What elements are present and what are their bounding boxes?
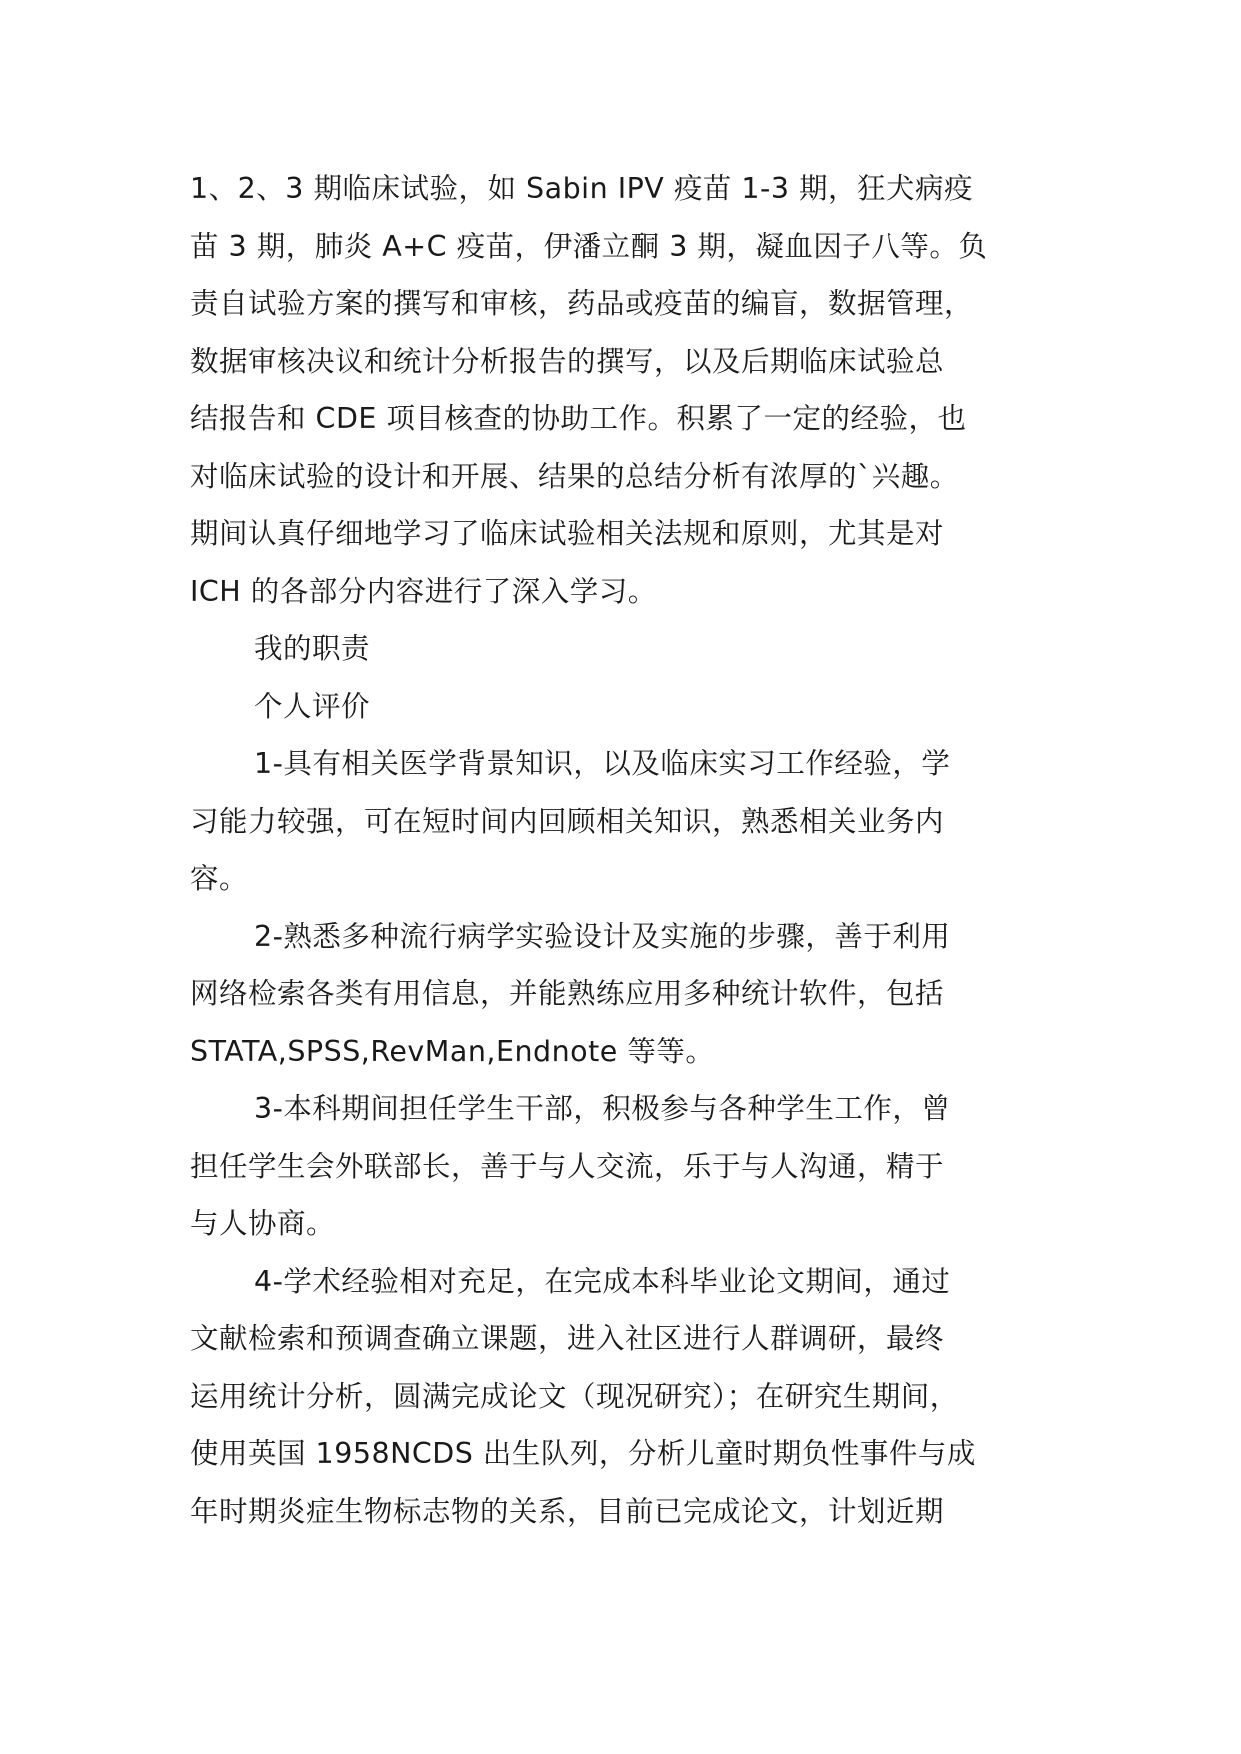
document-body [190,160,1060,1540]
text-line: STATA,SPSS,RevMan,Endnote 等等。 [190,1034,715,1068]
text-line: 容。 [190,862,249,895]
text-line: 1、2、3 期临床试验，如 Sabin IPV 疫苗 1-3 期，狂犬病疫 [190,172,974,205]
text-line: 结报告和 CDE 项目核查的协助工作。积累了一定的经验，也 [190,402,967,435]
paragraph-item-3 [190,1080,1060,1253]
text-line: 对临床试验的设计和开展、结果的总结分析有浓厚的`兴趣。 [190,459,959,493]
text-line: 4-学术经验相对充足，在完成本科毕业论文期间，通过 [254,1264,951,1298]
text-line: 1-具有相关医学背景知识，以及临床实习工作经验，学 [254,747,951,780]
heading-my-duties [190,620,1060,678]
text-line: 文献检索和预调查确立课题，进入社区进行人群调研，最终 [190,1322,945,1355]
text-line: 苗 3 期，肺炎 A+C 疫苗，伊潘立酮 3 期，凝血因子八等。负 [190,229,988,263]
paragraph-item-1 [190,735,1060,908]
text-line: 网络检索各类有用信息，并能熟练应用多种统计软件，包括 [190,977,945,1010]
text-line: 习能力较强，可在短时间内回顾相关知识，熟悉相关业务内 [190,804,945,838]
paragraph-item-2 [190,908,1060,1081]
paragraph-item-4 [190,1253,1060,1541]
text-line: 担任学生会外联部长，善于与人交流，乐于与人沟通，精于 [190,1149,945,1183]
text-line: 期间认真仔细地学习了临床试验相关法规和原则，尤其是对 [190,517,945,550]
text-line: ICH 的各部分内容进行了深入学习。 [190,574,657,608]
text-line: 个人评价 [254,689,371,723]
text-line: 3-本科期间担任学生干部，积极参与各种学生工作，曾 [254,1092,951,1125]
text-line: 使用英国 1958NCDS 出生队列，分析儿童时期负性事件与成 [190,1437,976,1470]
heading-self-evaluation [190,678,1060,736]
text-line: 年时期炎症生物标志物的关系，目前已完成论文，计划近期 [190,1494,945,1528]
text-line: 与人协商。 [190,1207,336,1240]
text-line: 数据审核决议和统计分析报告的撰写，以及后期临床试验总 [190,344,945,378]
text-line: 责自试验方案的撰写和审核，药品或疫苗的编盲，数据管理， [190,287,974,320]
text-line: 我的职责 [254,632,371,665]
paragraph-clinical-trials [190,160,1060,620]
text-line: 2-熟悉多种流行病学实验设计及实施的步骤，善于利用 [254,919,951,953]
text-line: 运用统计分析，圆满完成论文（现况研究）；在研究生期间， [190,1379,959,1413]
